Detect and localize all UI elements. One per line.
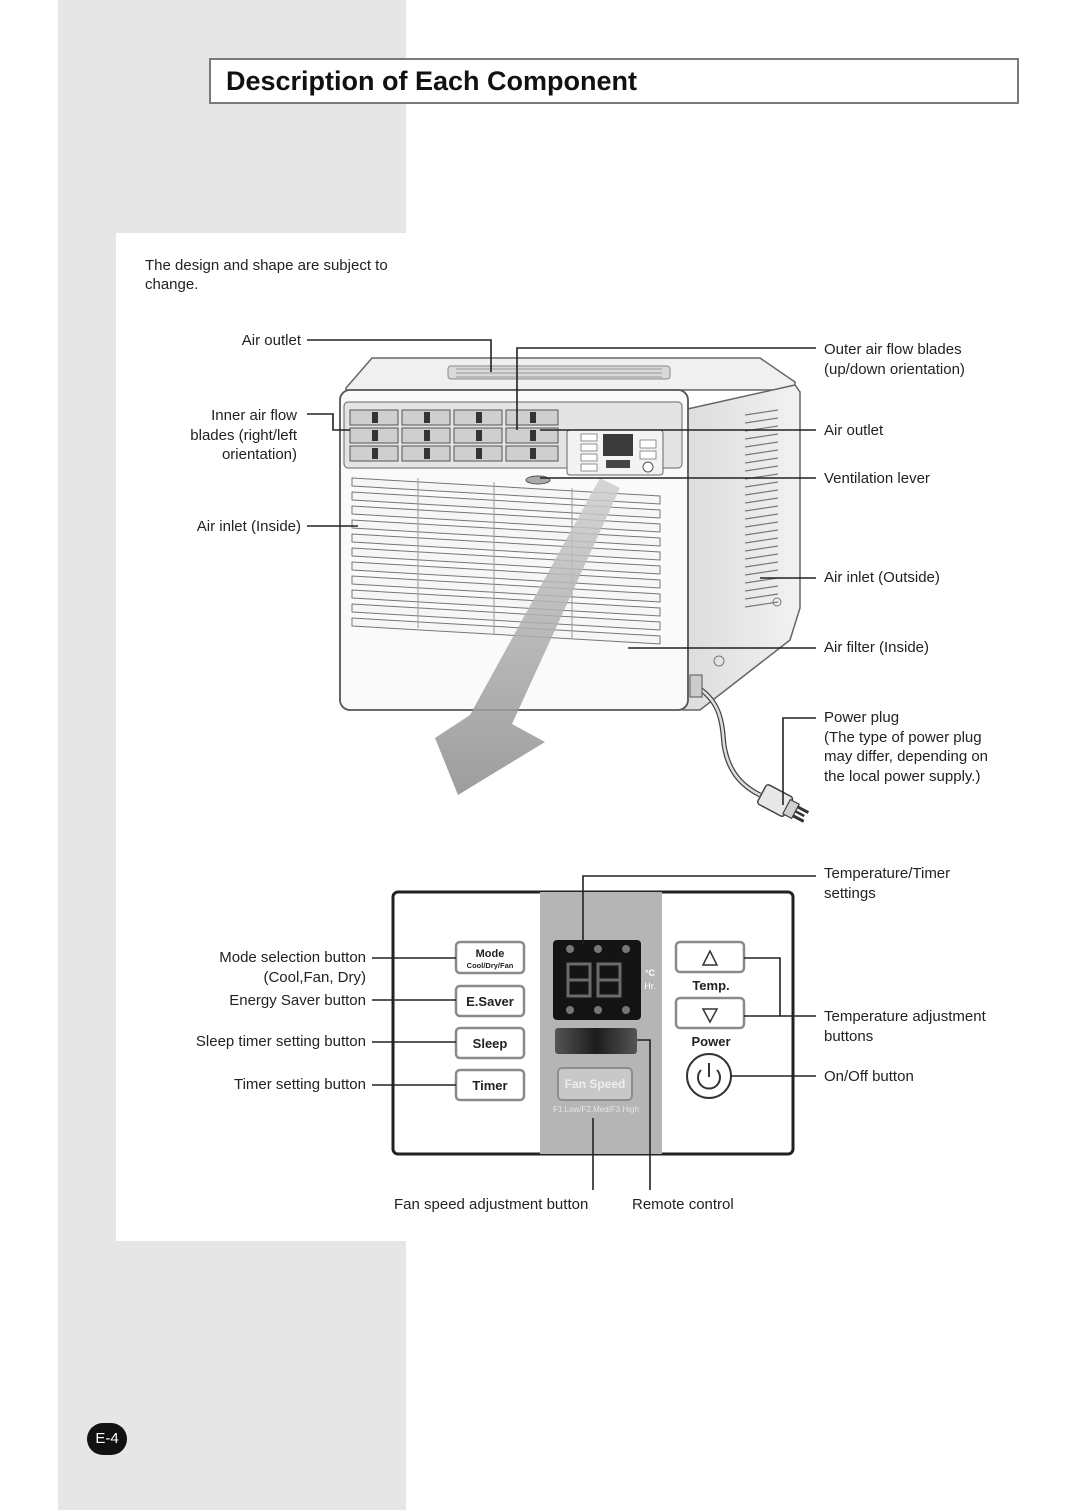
label-timer-setting: Timer setting button (233, 1076, 366, 1093)
esaver-button-label: E.Saver (466, 994, 514, 1009)
air-conditioner (340, 358, 811, 827)
label-mode-selection (219, 948, 366, 987)
label-air-inlet-inside: Air inlet (Inside) (196, 518, 301, 535)
label-line: orientation) (221, 446, 297, 463)
label-line: Outer air flow blades (824, 341, 962, 358)
mode-button-label: Mode (475, 948, 505, 960)
timer-button-label: Timer (472, 1078, 508, 1093)
label-line: Mode selection button (219, 949, 366, 966)
label-air-filter: Air filter (Inside) (824, 639, 930, 656)
label-line: settings (824, 884, 876, 902)
fan-speed-sublabel: F1.Low/F2.Med/F3.High (553, 1105, 639, 1114)
label-line: blades (right/left (190, 426, 297, 444)
label-line: (The type of power plug (824, 728, 982, 746)
label-line: may differ, depending on (824, 748, 989, 765)
power-label: Power (691, 1034, 731, 1049)
label-outer-blades (824, 340, 965, 379)
label-energy-saver: Energy Saver button (229, 992, 366, 1009)
label-power-plug (824, 708, 988, 786)
page-number-badge: E-4 (87, 1423, 127, 1455)
temp-label: Temp. (692, 978, 730, 993)
label-air-outlet-top: Air outlet (241, 332, 301, 349)
page-title: Description of Each Component (226, 66, 638, 96)
control-panel (393, 892, 793, 1154)
label-line: Inner air flow (211, 407, 297, 424)
fan-speed-button-label: Fan Speed (564, 1077, 626, 1091)
label-line: (up/down orientation) (824, 360, 965, 378)
label-line: Power plug (824, 709, 900, 726)
display-digits (563, 956, 633, 997)
label-line: (Cool,Fan, Dry) (263, 968, 366, 986)
label-air-outlet-right: Air outlet (824, 422, 884, 439)
label-remote-control: Remote control (632, 1196, 734, 1213)
label-line: Temperature adjustment (824, 1008, 986, 1025)
label-temp-timer-settings (824, 864, 950, 903)
label-air-inlet-outside: Air inlet (Outside) (824, 569, 940, 586)
label-line: buttons (824, 1027, 874, 1045)
sleep-button-label: Sleep (472, 1036, 508, 1051)
label-ventilation-lever: Ventilation lever (824, 470, 930, 487)
mode-button-sublabel: Cool/Dry/Fan (466, 961, 514, 970)
label-line: the local power supply.) (824, 767, 981, 785)
label-on-off: On/Off button (824, 1068, 914, 1085)
label-inner-blades (190, 406, 297, 465)
label-temp-adjust (824, 1007, 986, 1046)
label-line: Temperature/Timer (824, 865, 951, 882)
hour-unit: Hr. (644, 981, 656, 991)
design-note: The design and shape are subject to change. (145, 257, 388, 293)
label-sleep-timer: Sleep timer setting button (195, 1033, 366, 1050)
label-fan-speed: Fan speed adjustment button (394, 1196, 589, 1213)
celsius-unit: °C (644, 968, 656, 978)
